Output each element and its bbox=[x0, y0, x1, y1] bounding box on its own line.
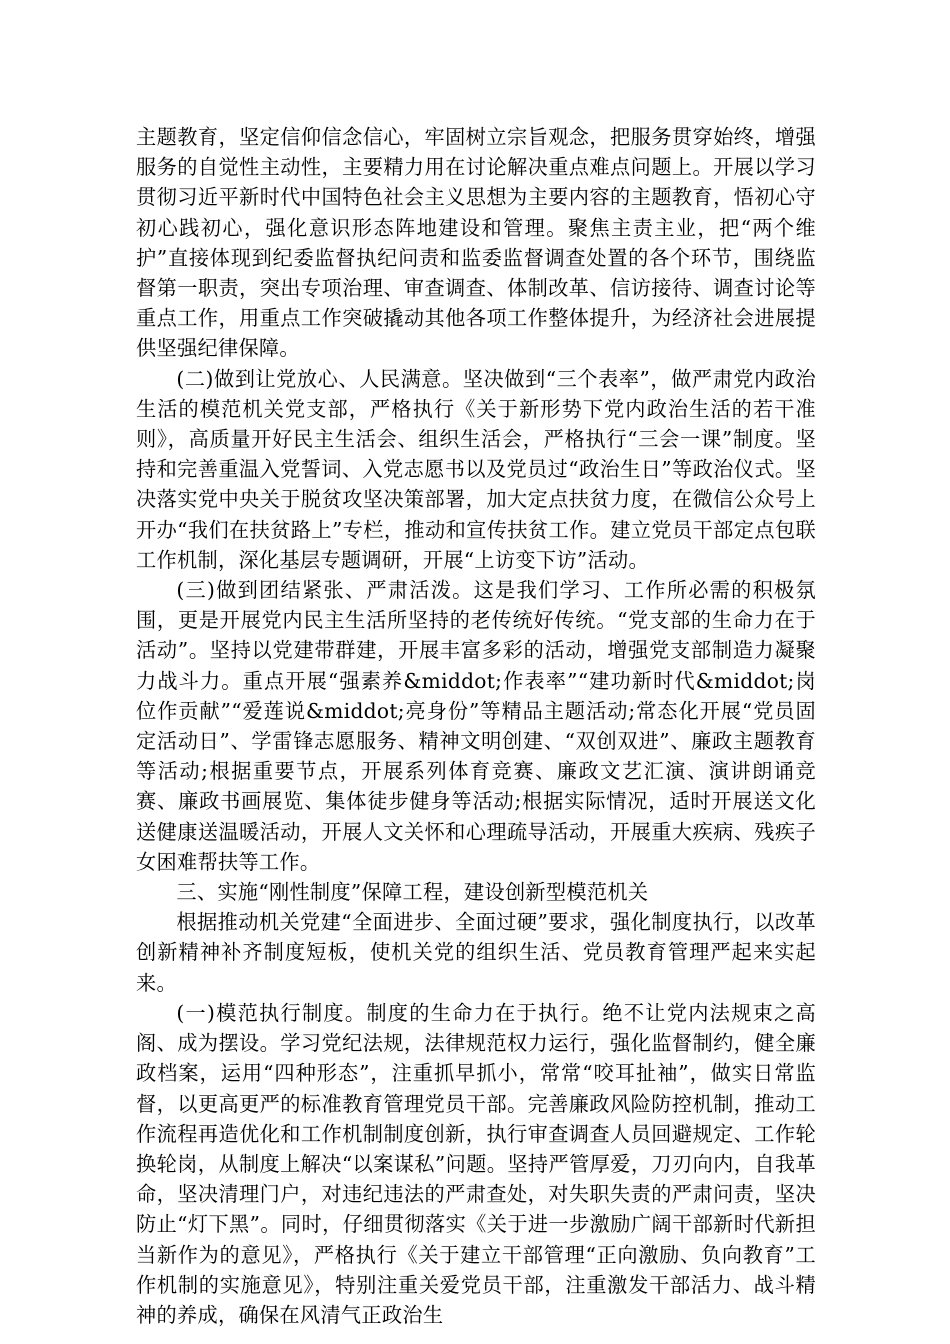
paragraph-section-3-intro: 根据推动机关党建“全面进步、全面过硬”要求，强化制度执行，以改革创新精神补齐制度短板，使机关党的组织生活、党员教育管理严起来实起来。 bbox=[136, 910, 816, 995]
paragraph-intro: 主题教育，坚定信仰信念信心，牢固树立宗旨观念，把服务贯穿始终，增强服务的自觉性主动性，主要精力用在讨论解决重点难点问题上。开展以学习贯彻习近平新时代中国特色社会主义思想为主要内容的主题教育，悟初心守初心践初心，强化意识形态阵地建设和管理。聚焦主责主业，把“两个维护”直接体现到纪委监督执纪问责和监委监督调查处置的各个环节，围绕监督第一职责，突出专项治理、审查调查、体制改革、信访接待、调查讨论等重点工作，用重点工作突破撬动其他各项工作整体提升，为经济社会进展提供坚强纪律保障。 bbox=[136, 125, 816, 361]
paragraph-subsection-1: (一)模范执行制度。制度的生命力在于执行。绝不让党内法规束之高阁、成为摆设。学习党纪法规，法律规范权力运行，强化监督制约，健全廉政档案，运用“四种形态”，注重抓早抓小，常常“咬耳扯袖”，做实日常监督，以更高更严的标准教育管理党员干部。完善廉政风险防控机制，推动工作流程再造优化和工作机制制度创新，执行审查调查人员回避规定、工作轮换轮岗，从制度上解决“以案谋私”问题。坚持严管厚爱，刀刃向内，自我革命，坚决清理门户，对违纪违法的严肃查处，对失职失责的严肃问责，坚决防止“灯下黑”。同时，仔细贯彻落实《关于进一步激励广阔干部新时代新担当新作为的意见》，严格执行《关于建立干部管理“正向激励、负向教育”工作机制的实施意见》，特别注重关爱党员干部，注重激发干部活力、战斗精神的养成，确保在风清气正政治生 bbox=[136, 1000, 816, 1327]
paragraph-section-2: (二)做到让党放心、人民满意。坚决做到“三个表率”，做严肃党内政治生活的模范机关党支部，严格执行《关于新形势下党内政治生活的若干准则》，高质量开好民主生活会、组织生活会，严格执行“三会一课”制度。坚持和完善重温入党誓词、入党志愿书以及党员过“政治生日”等政治仪式。坚决落实党中央关于脱贫攻坚决策部署，加大定点扶贫力度，在微信公众号上开办“我们在扶贫路上”专栏，推动和宣传扶贫工作。建立党员干部定点包联工作机制，深化基层专题调研，开展“上访变下访”活动。 bbox=[136, 366, 816, 572]
paragraph-section-3: (三)做到团结紧张、严肃活泼。这是我们学习、工作所必需的积极氛围，更是开展党内民主生活所坚持的老传统好传统。“党支部的生命力在于活动”。坚持以党建带群建，开展丰富多彩的活动，增强党支部制造力凝聚力战斗力。重点开展“强素养&middot;作表率”“建功新时代&middot;岗位作贡献”“爱莲说&middot;亮身份”等精品主题活动;常态化开展“党员固定活动日”、学雷锋志愿服务、精神文明创建、“双创双进”、廉政主题教育等活动;根据重要节点，开展系列体育竞赛、廉政文艺汇演、演讲朗诵竞赛、廉政书画展览、集体徒步健身等活动;根据实际情况，适时开展送文化送健康送温暖活动，开展人文关怀和心理疏导活动，开展重大疾病、残疾子女困难帮扶等工作。 bbox=[136, 578, 816, 874]
document-body bbox=[136, 122, 816, 1330]
section-heading-3: 三、实施“刚性制度”保障工程，建设创新型模范机关 bbox=[176, 880, 649, 905]
